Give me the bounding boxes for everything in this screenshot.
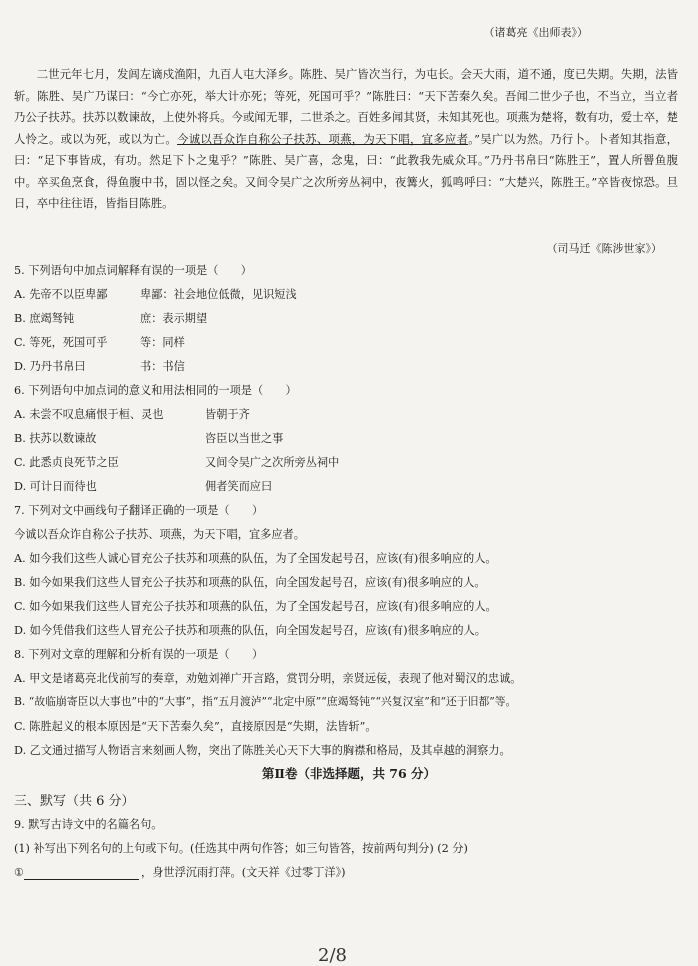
- underlined-sentence: 今诚以吾众诈自称公子扶苏、项燕，为天下唱，宜多应者: [177, 131, 469, 146]
- q9-item-1-text: ，身世浮沉雨打萍。(文天祥《过零丁洋》): [141, 866, 346, 879]
- source-citation-bottom: （司马迁《陈涉世家》）: [546, 242, 662, 255]
- q6-option-d: D. 可计日而待也: [14, 480, 97, 493]
- passage-yi: [14, 64, 678, 215]
- q7-option-c: C. 如今如果我们这些人冒充公子扶苏和项燕的队伍，为了全国发起号召，应该(有)很多响应的人。: [14, 600, 497, 613]
- q7-option-a: A. 如今我们这些人诚心冒充公子扶苏和项燕的队伍，为了全国发起号召，应该(有)很多响应的人。: [14, 552, 497, 565]
- q8-option-a: A. 甲文是诸葛亮北伐前写的奏章，劝勉刘禅广开言路，赏罚分明，亲贤远佞，表现了他对蜀汉的忠诚。: [14, 672, 522, 685]
- q6-option-a: A. 未尝不叹息痛恨于桓、灵也: [14, 408, 164, 421]
- q6-option-b-compare: 咨臣以当世之事: [205, 432, 284, 445]
- q9-item-1-number: ①: [14, 866, 25, 879]
- q9-part1-instructions: (1) 补写出下列名句的上句或下句。(任选其中两句作答；如三句皆答，按前两句判分) (2 分): [14, 842, 468, 855]
- q5-option-a-explain: 卑鄙：社会地位低微，见识短浅: [140, 288, 297, 301]
- q6-option-d-compare: 佣者笑而应曰: [205, 480, 273, 493]
- q8-option-c: C. 陈胜起义的根本原因是“天下苦秦久矣”，直接原因是“失期，法皆斩”。: [14, 720, 377, 733]
- q5-option-d-explain: 书：书信: [140, 360, 185, 373]
- q7-option-b: B. 如今如果我们这些人冒充公子扶苏和项燕的队伍，向全国发起号召，应该(有)很多响应的人。: [14, 576, 486, 589]
- q7-stem: 7. 下列对文中画线句子翻译正确的一项是（ ）: [14, 504, 264, 517]
- q5-option-d: D. 乃丹书帛曰: [14, 360, 86, 373]
- answer-blank[interactable]: [24, 879, 139, 880]
- q5-option-a: A. 先帝不以臣卑鄙: [14, 288, 108, 301]
- passage-text-1: 二世元年七月，发闾左谪戍渔阳，九百人屯大泽乡。陈胜、吴广皆次当行，为屯长。会天大雨，道不通，度已失期。失期，法皆斩。陈胜、吴广乃谋曰：“今亡亦死，举大计亦死；等死，死国可乎？”陈胜曰：“天下苦秦久矣。吾闻二世少子也，不当立，当立者乃公子扶苏。扶苏以数谏故，上使外将兵。今或闻无罪，二世杀之。百姓多闻其贤，未知其死也。项燕为楚将，数有功，爱士卒，楚人怜之。或以为死，或以为亡。: [14, 67, 678, 146]
- q5-option-c: C. 等死，死国可乎: [14, 336, 108, 349]
- q7-option-d: D. 如今凭借我们这些人冒充公子扶苏和项燕的队伍，向全国发起号召，应该(有)很多响应的人。: [14, 624, 486, 637]
- q9-stem: 9. 默写古诗文中的名篇名句。: [14, 818, 163, 831]
- q9-item-1: [14, 864, 346, 880]
- q5-option-b-explain: 庶：表示期望: [140, 312, 208, 325]
- q6-option-c: C. 此悉贞良死节之臣: [14, 456, 119, 469]
- q6-option-c-compare: 又间令吴广之次所旁丛祠中: [205, 456, 340, 469]
- q8-stem: 8. 下列对文章的理解和分析有误的一项是（ ）: [14, 648, 264, 661]
- q8-option-b: B. “故临崩寄臣以大事也”中的“大事”，指“五月渡泸”“北定中原”“庶竭驽钝”“兴复汉室”和“还于旧都”等。: [14, 695, 517, 708]
- section-2-heading: 第Ⅱ卷（非选择题，共 76 分）: [261, 766, 437, 781]
- passage-text-2: 。”吴广以为然。乃行卜。卜者知其指意，曰：“足下事皆成，有功。然足下卜之鬼乎？”陈胜、吴广喜，念鬼，曰：“此教我先威众耳。”乃丹书帛曰“陈胜王”，置人所罾鱼腹中。卒买鱼烹食，得鱼腹中书，固以怪之矣。又间令吴广之次所旁丛祠中，夜篝火，狐鸣呼曰：“大楚兴，陈胜王。”卒皆夜惊恐。旦日，卒中往往语，皆指目陈胜。: [14, 131, 678, 210]
- q5-option-c-explain: 等：同样: [140, 336, 185, 349]
- q6-option-b: B. 扶苏以数谏故: [14, 432, 97, 445]
- q6-stem: 6. 下列语句中加点词的意义和用法相同的一项是（ ）: [14, 384, 297, 397]
- q5-option-b: B. 庶竭驽钝: [14, 312, 75, 325]
- section-3-title: 三、默写（共 6 分）: [14, 794, 135, 809]
- q6-option-a-compare: 皆朝于齐: [205, 408, 250, 421]
- source-citation-top: （诸葛亮《出师表》）: [483, 26, 588, 39]
- q5-stem: 5. 下列语句中加点词解释有误的一项是（ ）: [14, 264, 252, 277]
- q8-option-d: D. 乙文通过描写人物语言来刻画人物，突出了陈胜关心天下大事的胸襟和格局，及其卓越的洞察力。: [14, 744, 511, 757]
- q7-quote: 今诚以吾众诈自称公子扶苏、项燕，为天下唱，宜多应者。: [14, 528, 305, 541]
- page-number: 2/8: [318, 945, 347, 966]
